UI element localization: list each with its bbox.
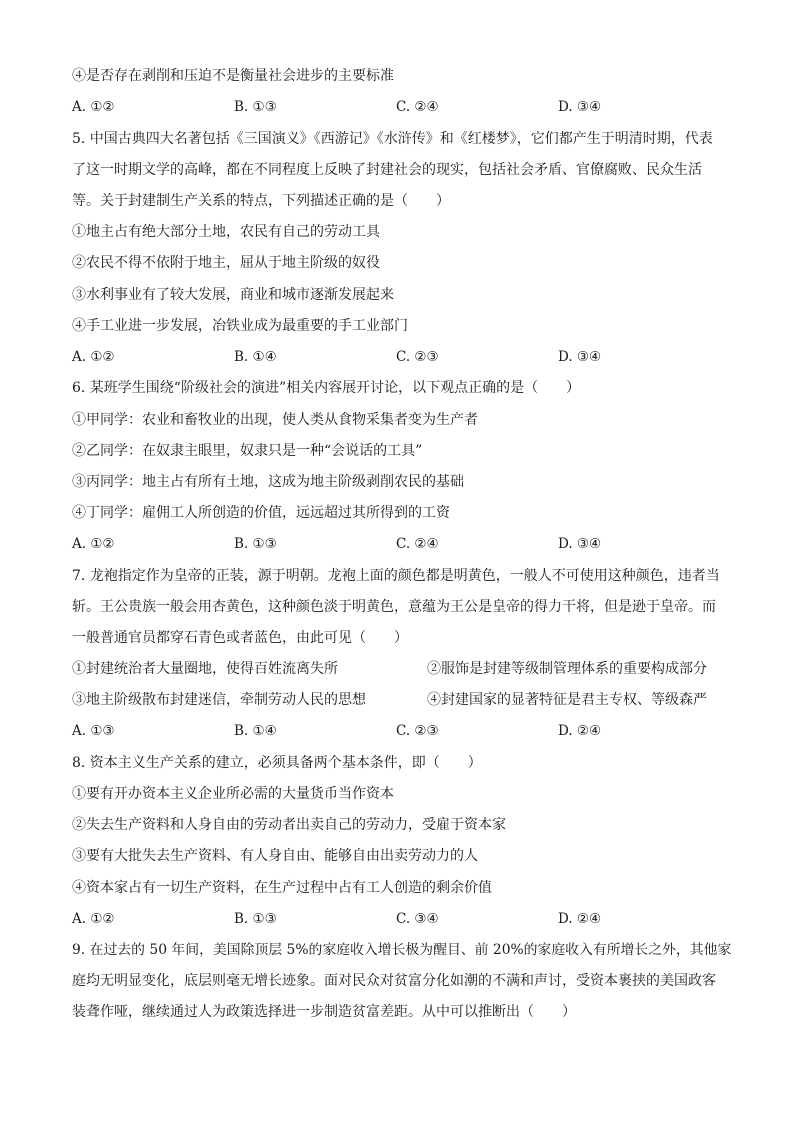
q5-statement-3: ③水利事业有了较大发展，商业和城市逐渐发展起来 [72,287,394,303]
q7-statements-row-2 [72,690,732,710]
q4-statement-4: ④是否存在剥削和压迫不是衡量社会进步的主要标准 [72,68,394,84]
q7-option-d[interactable]: D. ②④ [558,723,602,739]
q4-option-d[interactable]: D. ③④ [558,99,602,115]
q7-option-c[interactable]: C. ②③ [396,723,439,739]
q5-options [72,347,732,367]
q7-stem-line-1: 7. 龙袍指定作为皇帝的正装，源于明朝。龙袍上面的颜色都是明黄色，一般人不可使用这种颜色，违者当 [72,568,720,584]
q6-statement-1: ①甲同学：农业和畜牧业的出现，使人类从食物采集者变为生产者 [72,412,478,428]
q8-statement-2: ②失去生产资料和人身自由的劳动者出卖自己的劳动力，受雇于资本家 [72,817,506,833]
q6-option-a[interactable]: A. ①② [72,536,115,552]
q8-stem-line-1: 8. 资本主义生产关系的建立，必须具备两个基本条件，即（ ） [72,755,482,771]
q8-option-a[interactable]: A. ①② [72,911,115,927]
q7-statement-2: ②服饰是封建等级制管理体系的重要构成部分 [427,661,707,677]
q8-option-d[interactable]: D. ②④ [558,911,602,927]
q5-stem-line-2: 了这一时期文学的高峰，都在不同程度上反映了封建社会的现实，包括社会矛盾、官僚腐败、民众生活 [72,162,702,178]
q6-options [72,534,732,554]
q5-statement-4: ④手工业进一步发展，冶铁业成为最重要的手工业部门 [72,318,408,334]
q7-statement-4: ④封建国家的显著特征是君主专权、等级森严 [427,692,707,708]
q7-option-b[interactable]: B. ①④ [234,723,277,739]
q4-option-c[interactable]: C. ②④ [396,99,439,115]
q6-option-d[interactable]: D. ③④ [558,536,602,552]
q4-option-a[interactable]: A. ①② [72,99,115,115]
q4-option-b[interactable]: B. ①③ [234,99,277,115]
q7-stem-line-2: 斩。王公贵族一般会用杏黄色，这种颜色淡于明黄色，意蕴为王公是皇帝的得力干将，但是逊于皇帝。而 [72,599,716,615]
q7-stem-line-3: 一般普通官员都穿石青色或者蓝色，由此可见（ ） [72,630,408,646]
q7-statements-row-1 [72,659,732,679]
q6-statement-2: ②乙同学：在奴隶主眼里，奴隶只是一种“会说话的工具” [72,443,423,459]
q5-option-c[interactable]: C. ②③ [396,349,439,365]
q9-stem-line-1: 9. 在过去的 50 年间，美国除顶层 5%的家庭收入增长极为醒目、前 20%的家庭收入有所增长之外，其他家 [72,942,732,958]
q6-statement-3: ③丙同学：地主占有所有土地，这成为地主阶级剥削农民的基础 [72,474,464,490]
q7-statement-3: ③地主阶级散布封建迷信，牵制劳动人民的思想 [72,692,366,708]
q5-stem-line-3: 等。关于封建制生产关系的特点，下列描述正确的是（ ） [72,193,450,209]
q9-stem-line-2: 庭均无明显变化，底层则毫无增长迹象。面对民众对贫富分化如潮的不满和声讨，受资本裹挟的美国政客 [72,973,716,989]
q6-stem-line-1: 6. 某班学生围绕“阶级社会的演进”相关内容展开讨论，以下观点正确的是（ ） [72,380,581,396]
q6-statement-4: ④丁同学：雇佣工人所创造的价值，远远超过其所得到的工资 [72,505,450,521]
q7-options [72,721,732,741]
q7-option-a[interactable]: A. ①③ [72,723,115,739]
q5-stem-line-1: 5. 中国古典四大名著包括《三国演义》《西游记》《水浒传》和《红楼梦》，它们都产生于明清时期，代表 [72,131,713,147]
q8-statement-4: ④资本家占有一切生产资料，在生产过程中占有工人创造的剩余价值 [72,880,492,896]
q5-statement-1: ①地主占有绝大部分土地，农民有自己的劳动工具 [72,224,380,240]
q8-option-c[interactable]: C. ③④ [396,911,439,927]
q5-option-b[interactable]: B. ①④ [234,349,277,365]
q8-statement-1: ①要有开办资本主义企业所必需的大量货币当作资本 [72,786,394,802]
q5-option-a[interactable]: A. ①② [72,349,115,365]
q8-statement-3: ③要有大批失去生产资料、有人身自由、能够自由出卖劳动力的人 [72,848,478,864]
q7-statement-1: ①封建统治者大量圈地，使得百姓流离失所 [72,661,338,677]
q4-options [72,97,732,117]
q6-option-b[interactable]: B. ①③ [234,536,277,552]
q8-options [72,909,732,929]
q9-stem-line-3: 装聋作哑，继续通过人为政策选择进一步制造贫富差距。从中可以推断出（ ） [72,1004,576,1020]
q6-option-c[interactable]: C. ②④ [396,536,439,552]
q5-statement-2: ②农民不得不依附于地主，屈从于地主阶级的奴役 [72,255,380,271]
q8-option-b[interactable]: B. ①③ [234,911,277,927]
q5-option-d[interactable]: D. ③④ [558,349,602,365]
